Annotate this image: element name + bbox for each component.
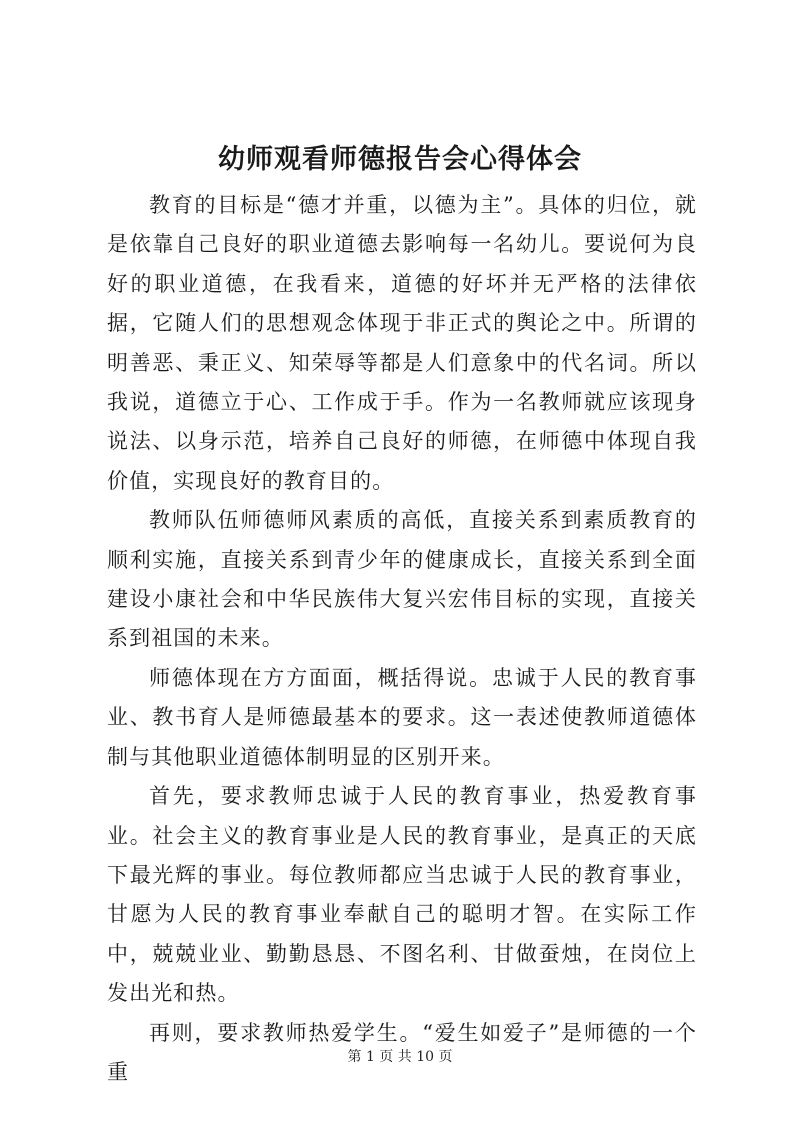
paragraph-1: 教育的目标是“德才并重，以德为主”。具体的归位，就是依靠自己良好的职业道德去影响每一名幼儿。要说何为良好的职业道德，在我看来，道德的好坏并无严格的法律依据，它随人们的思想观念体现于非正式的舆论之中。所谓的明善恶、秉正义、知荣辱等都是人们意象中的代名词。所以我说，道德立于心、工作成于手。作为一名教师就应该现身说法、以身示范，培养自己良好的师德，在师德中体现自我价值，实现良好的教育目的。	[107, 193, 697, 493]
paragraph-3: 师德体现在方方面面，概括得说。忠诚于人民的教育事业、教书育人是师德最基本的要求。这一表述使教师道德体制与其他职业道德体制明显的区别开来。	[107, 665, 697, 769]
paragraph-2: 教师队伍师德师风素质的高低，直接关系到素质教育的顺利实施，直接关系到青少年的健康成长，直接关系到全面建设小康社会和中华民族伟大复兴宏伟目标的实现，直接关系到祖国的未来。	[107, 508, 697, 651]
document-body	[107, 186, 697, 1092]
page-number-footer: 第 1 页 共 10 页	[347, 1049, 453, 1065]
paragraph-5: 再则，要求教师热爱学生。“爱生如爱子”是师德的一个重	[107, 1020, 697, 1084]
paragraph-4: 首先，要求教师忠诚于人民的教育事业，热爱教育事业。社会主义的教育事业是人民的教育事业，是真正的天底下最光辉的事业。每位教师都应当忠诚于人民的教育事业，甘愿为人民的教育事业奉献自己的聪明才智。在实际工作中，兢兢业业、勤勤恳恳、不图名利、甘做蚕烛，在岗位上发出光和热。	[107, 784, 697, 1006]
document-title: 幼师观看师德报告会心得体会	[218, 144, 582, 175]
